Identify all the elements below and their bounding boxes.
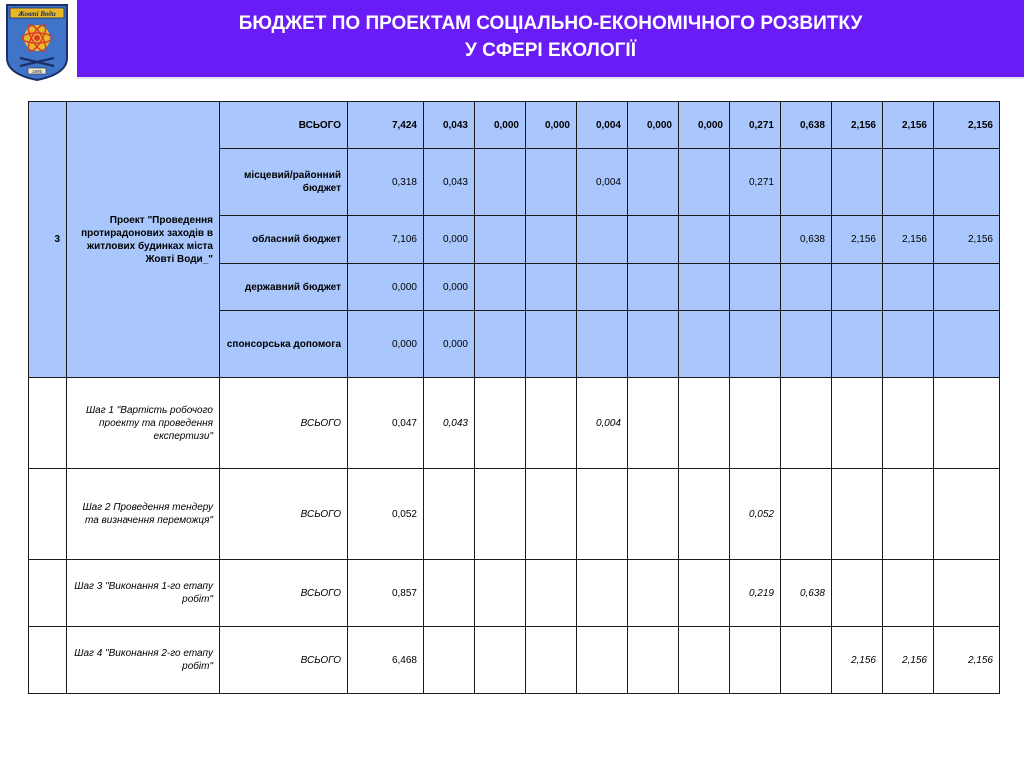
table-cell [475, 469, 526, 560]
table-cell [832, 469, 883, 560]
table-cell [679, 627, 730, 694]
table-cell [934, 378, 1000, 469]
header-divider [77, 77, 1024, 79]
row-label: ВСЬОГО [220, 378, 348, 469]
table-cell [628, 627, 679, 694]
table-cell [679, 378, 730, 469]
table-cell: 0,271 [730, 149, 781, 216]
row-label: ВСЬОГО [220, 469, 348, 560]
table-cell: 2,156 [934, 216, 1000, 264]
table-cell [424, 560, 475, 627]
table-cell [628, 311, 679, 378]
budget-table [28, 101, 1000, 694]
table-cell [781, 378, 832, 469]
table-cell [424, 469, 475, 560]
table-cell: 0,043 [424, 378, 475, 469]
table-cell [832, 560, 883, 627]
project-name: Проект "Проведення протирадонових заходів в житлових будинках міста Жовті Води_" [67, 102, 220, 378]
table-cell [679, 264, 730, 311]
table-row [29, 102, 1000, 149]
table-cell [577, 264, 628, 311]
table-cell: 0,857 [348, 560, 424, 627]
title-banner [77, 0, 1024, 77]
table-cell [475, 560, 526, 627]
table-cell: 0,000 [424, 216, 475, 264]
table-row [29, 560, 1000, 627]
table-cell [577, 216, 628, 264]
table-cell [526, 560, 577, 627]
table-cell [526, 627, 577, 694]
row-label: ВСЬОГО [220, 627, 348, 694]
table-cell [475, 627, 526, 694]
row-label: місцевий/районний бюджет [220, 149, 348, 216]
table-cell: 2,156 [883, 102, 934, 149]
table-cell [883, 311, 934, 378]
table-cell [577, 560, 628, 627]
table-cell: 0,318 [348, 149, 424, 216]
table-cell: 2,156 [934, 102, 1000, 149]
table-cell: 0,052 [348, 469, 424, 560]
table-cell [526, 264, 577, 311]
table-cell [475, 378, 526, 469]
table-cell [934, 560, 1000, 627]
table-cell: 0,271 [730, 102, 781, 149]
table-cell [475, 149, 526, 216]
table-cell: 0,000 [424, 311, 475, 378]
table-cell: 2,156 [934, 627, 1000, 694]
table-cell: 0,638 [781, 102, 832, 149]
table-cell: 0,043 [424, 102, 475, 149]
table-cell [526, 469, 577, 560]
table-row [29, 378, 1000, 469]
table-cell [628, 149, 679, 216]
table-cell [832, 378, 883, 469]
table-cell: 0,000 [679, 102, 730, 149]
table-cell [679, 311, 730, 378]
row-label: державний бюджет [220, 264, 348, 311]
table-row [29, 627, 1000, 694]
table-cell [934, 149, 1000, 216]
table-cell: 0,000 [348, 311, 424, 378]
table-cell: 0,004 [577, 378, 628, 469]
table-cell [526, 311, 577, 378]
table-cell [679, 216, 730, 264]
row-label: ВСЬОГО [220, 102, 348, 149]
step-name: Шаг 2 Проведення тендеру та визначення переможця" [67, 469, 220, 560]
project-number: 3 [29, 102, 67, 378]
table-cell [832, 264, 883, 311]
row-label: ВСЬОГО [220, 560, 348, 627]
table-cell [424, 627, 475, 694]
table-cell [730, 311, 781, 378]
table-cell [883, 560, 934, 627]
table-cell [526, 216, 577, 264]
table-cell [730, 627, 781, 694]
table-cell [883, 378, 934, 469]
step-name: Шаг 4 "Виконання 2-го етапу робіт" [67, 627, 220, 694]
table-cell [730, 378, 781, 469]
table-cell [781, 469, 832, 560]
row-label: обласний бюджет [220, 216, 348, 264]
table-cell [679, 149, 730, 216]
table-cell: 6,468 [348, 627, 424, 694]
table-cell [883, 264, 934, 311]
emblem-text: Жовті Води [18, 10, 56, 18]
page-title-line-2: У СФЕРІ ЕКОЛОГІЇ [465, 40, 636, 61]
table-cell [628, 264, 679, 311]
table-cell: 0,000 [526, 102, 577, 149]
table-cell [577, 311, 628, 378]
table-cell: 2,156 [883, 216, 934, 264]
row-label: спонсорська допомога [220, 311, 348, 378]
table-cell [883, 469, 934, 560]
table-cell [934, 469, 1000, 560]
table-cell [832, 311, 883, 378]
table-cell [934, 264, 1000, 311]
table-cell [628, 378, 679, 469]
table-cell [577, 469, 628, 560]
emblem-year: 1895 [31, 69, 43, 74]
table-cell [526, 378, 577, 469]
table-cell [883, 149, 934, 216]
table-cell [29, 560, 67, 627]
table-cell [730, 264, 781, 311]
table-cell [475, 264, 526, 311]
table-cell [628, 216, 679, 264]
table-cell [679, 469, 730, 560]
table-cell: 2,156 [832, 627, 883, 694]
step-name: Шаг 1 "Вартість робочого проекту та проведення експертизи" [67, 378, 220, 469]
table-cell: 0,000 [628, 102, 679, 149]
table-cell: 2,156 [832, 216, 883, 264]
page-title-line-1: БЮДЖЕТ ПО ПРОЕКТАМ СОЦІАЛЬНО-ЕКОНОМІЧНОГО РОЗВИТКУ [238, 13, 863, 34]
table-cell [628, 469, 679, 560]
table-cell [526, 149, 577, 216]
table-cell: 0,638 [781, 216, 832, 264]
table-cell [832, 149, 883, 216]
table-cell: 7,106 [348, 216, 424, 264]
table-cell: 0,004 [577, 102, 628, 149]
table-cell: 0,219 [730, 560, 781, 627]
table-cell: 0,000 [475, 102, 526, 149]
table-cell [781, 311, 832, 378]
table-cell: 0,047 [348, 378, 424, 469]
table-cell [475, 216, 526, 264]
table-cell [730, 216, 781, 264]
table-cell [781, 264, 832, 311]
table-cell [29, 469, 67, 560]
table-cell: 2,156 [883, 627, 934, 694]
table-cell: 0,052 [730, 469, 781, 560]
table-cell [577, 627, 628, 694]
city-emblem-icon [4, 2, 70, 82]
table-cell [29, 378, 67, 469]
table-cell: 7,424 [348, 102, 424, 149]
table-cell: 0,638 [781, 560, 832, 627]
table-cell [934, 311, 1000, 378]
table-cell [29, 627, 67, 694]
table-cell [628, 560, 679, 627]
table-cell: 0,043 [424, 149, 475, 216]
table-cell: 2,156 [832, 102, 883, 149]
table-cell: 0,004 [577, 149, 628, 216]
table-row [29, 469, 1000, 560]
table-cell [781, 149, 832, 216]
table-cell [781, 627, 832, 694]
table-cell: 0,000 [424, 264, 475, 311]
step-name: Шаг 3 "Виконання 1-го етапу робіт" [67, 560, 220, 627]
table-cell [475, 311, 526, 378]
table-cell [679, 560, 730, 627]
table-cell: 0,000 [348, 264, 424, 311]
